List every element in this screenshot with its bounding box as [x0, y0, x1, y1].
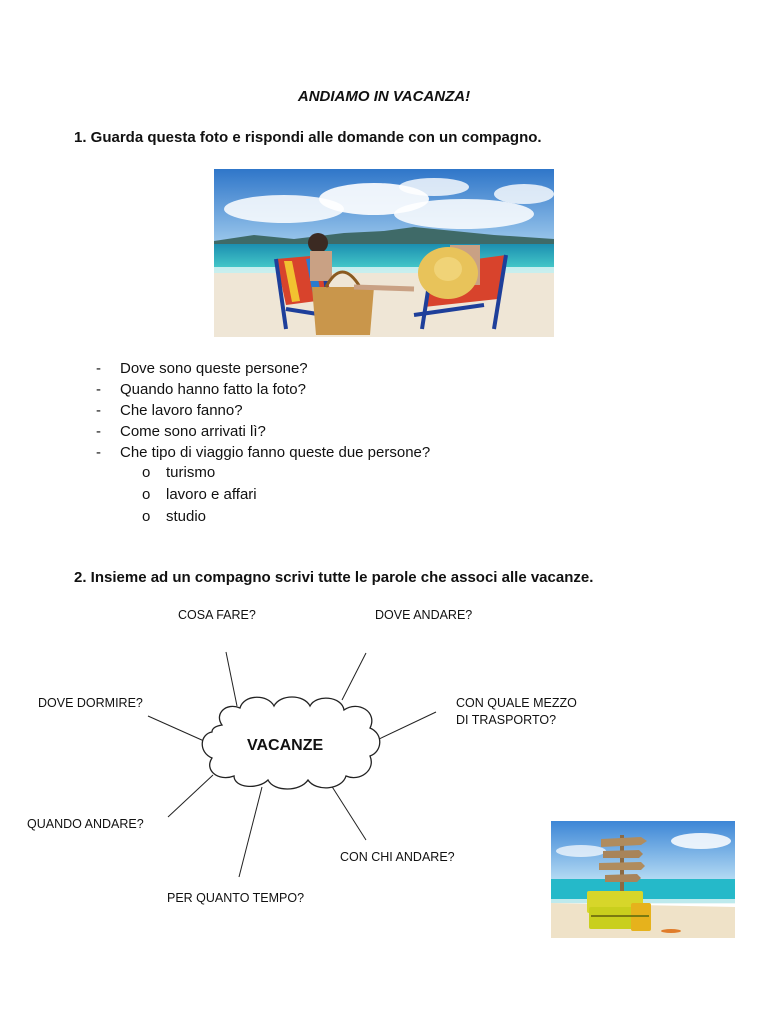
label-dove-andare: DOVE ANDARE? — [375, 608, 473, 622]
center-label: VACANZE — [247, 737, 324, 754]
luggage-beach-photo — [551, 821, 735, 938]
spoke-line — [168, 775, 213, 817]
list-item: - Quando hanno fatto la foto? — [96, 381, 306, 398]
label-quando-andare: QUANDO ANDARE? — [27, 817, 144, 831]
label-cosa-fare: COSA FARE? — [178, 608, 256, 622]
spoke-line — [331, 785, 366, 840]
label-dove-dormire: DOVE DORMIRE? — [38, 696, 143, 710]
list-item: - Come sono arrivati lì? — [96, 423, 266, 440]
list-item: o lavoro e affari — [142, 486, 257, 503]
section-1-heading: 1. Guarda questa foto e rispondi alle domande con un compagno. — [74, 129, 542, 146]
spoke-line — [226, 652, 237, 706]
label-quanto-tempo: PER QUANTO TEMPO? — [167, 891, 305, 905]
label-con-chi: CON CHI ANDARE? — [340, 850, 455, 864]
spoke-line — [148, 716, 204, 741]
spoke-line — [239, 787, 262, 877]
label-mezzo-trasporto: CON QUALE MEZZO DI TRASPORTO? — [456, 696, 577, 727]
section-2-heading: 2. Insieme ad un compagno scrivi tutte le parole che associ alle vacanze. — [74, 569, 594, 586]
list-item: - Che tipo di viaggio fanno queste due persone? — [96, 444, 431, 461]
list-item: - Che lavoro fanno? — [96, 402, 243, 419]
list-item: o turismo — [142, 464, 216, 481]
list-item: - Dove sono queste persone? — [96, 360, 308, 377]
page-title: ANDIAMO IN VACANZA! — [297, 88, 471, 105]
spoke-line — [342, 653, 366, 700]
spoke-line — [377, 712, 436, 740]
list-item: o studio — [142, 508, 207, 525]
